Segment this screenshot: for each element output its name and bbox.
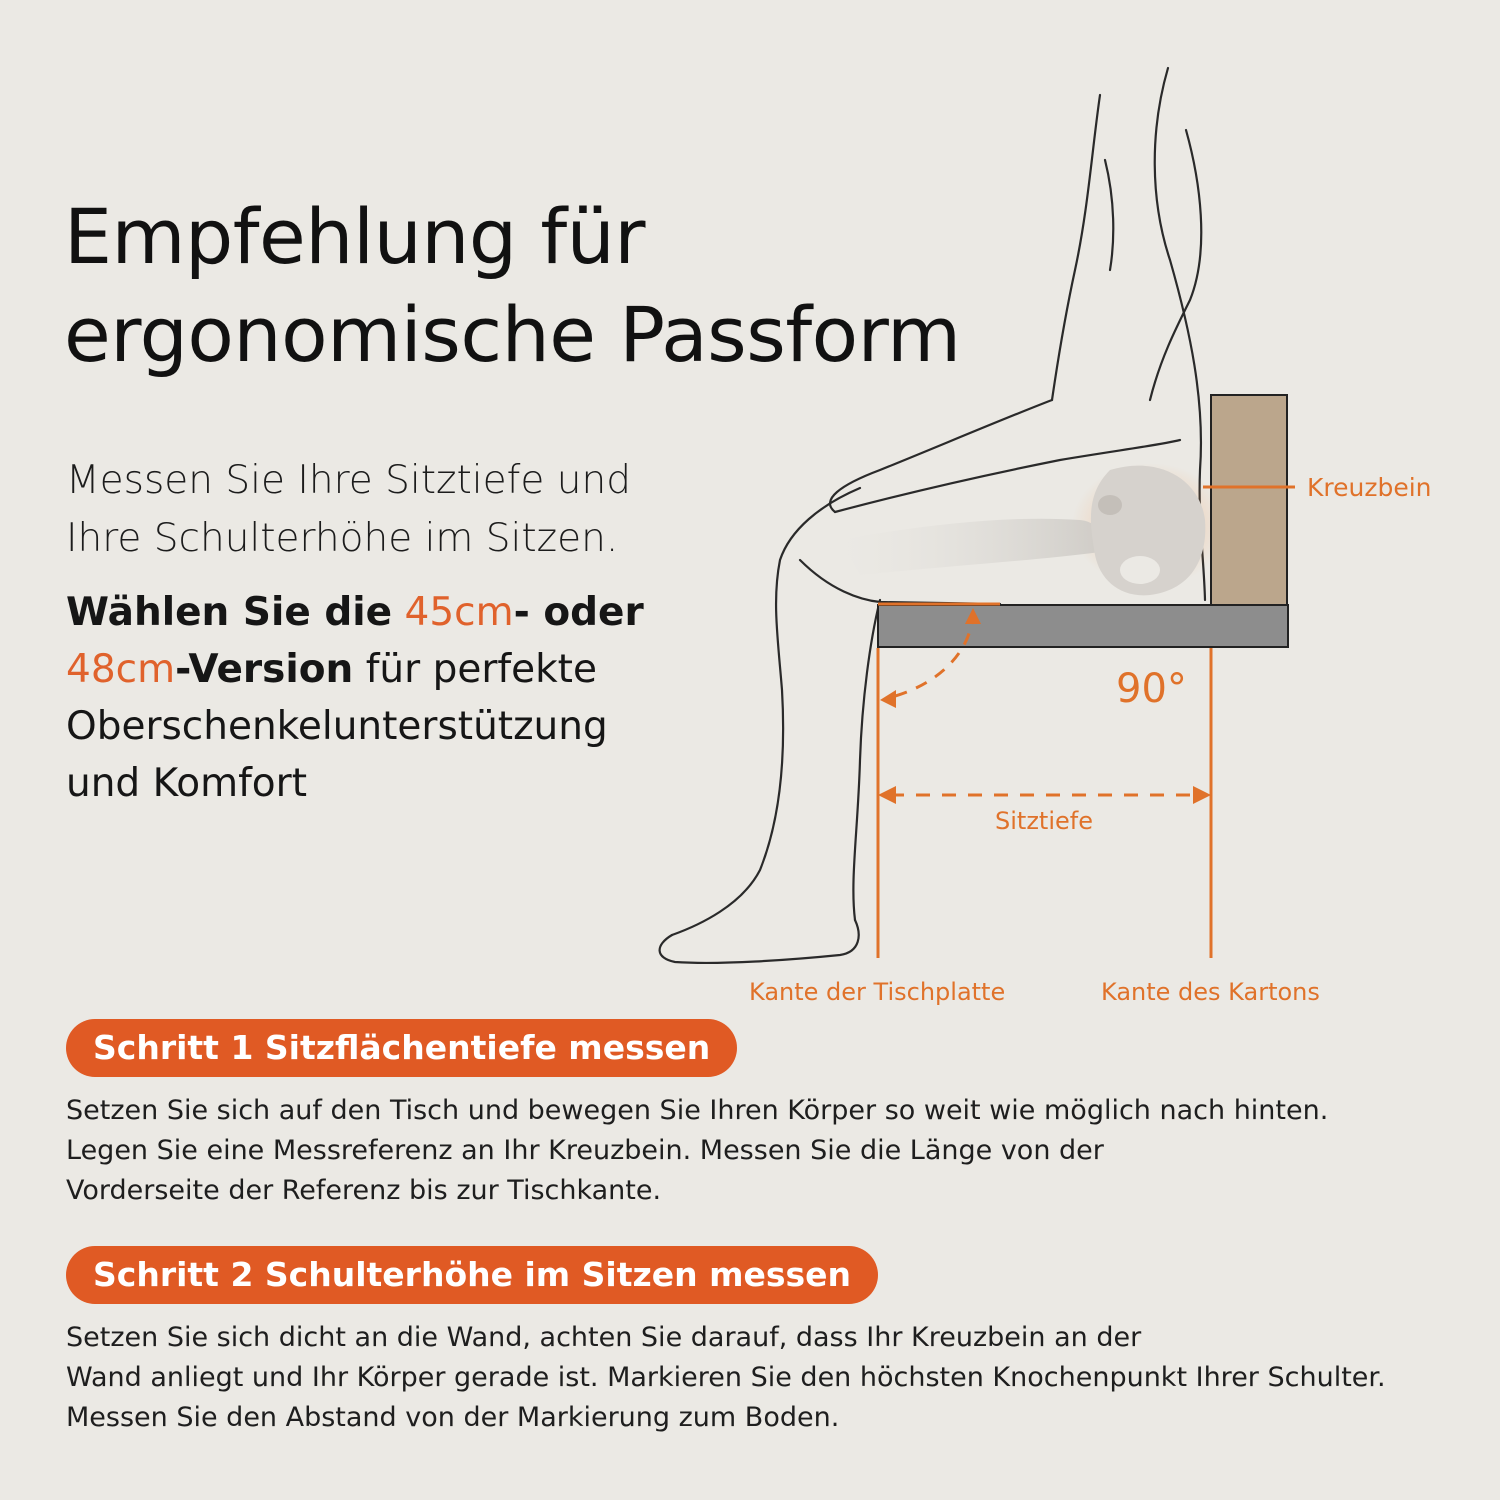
version-recommendation bbox=[66, 584, 706, 812]
step2-text bbox=[66, 1318, 1466, 1438]
choose-line-2 bbox=[66, 641, 706, 698]
page-title bbox=[64, 188, 961, 384]
intro-line-1: Messen Sie Ihre Sitztiefe und bbox=[66, 458, 631, 503]
choose-word-1: Wählen Sie die bbox=[66, 590, 393, 635]
choose-word-2: - oder bbox=[513, 590, 644, 635]
choose-word-4: für perfekte bbox=[365, 647, 597, 692]
title-line-1: Empfehlung für bbox=[64, 192, 645, 281]
title-line-2: ergonomische Passform bbox=[64, 290, 961, 379]
intro-text bbox=[66, 452, 706, 568]
step2-line-1: Setzen Sie sich dicht an die Wand, achten Sie darauf, dass Ihr Kreuzbein an der bbox=[66, 1322, 1142, 1353]
step2-line-3: Messen Sie den Abstand von der Markierung zum Boden. bbox=[66, 1402, 840, 1433]
choose-line-1 bbox=[66, 584, 706, 641]
step1-line-3: Vorderseite der Referenz bis zur Tischkante. bbox=[66, 1175, 662, 1206]
intro-line-2: Ihre Schulterhöhe im Sitzen. bbox=[66, 516, 619, 561]
choose-line-4: und Komfort bbox=[66, 761, 307, 806]
step1-line-2: Legen Sie eine Messreferenz an Ihr Kreuzbein. Messen Sie die Länge von der bbox=[66, 1135, 1104, 1166]
step1-badge: Schritt 1 Sitzflächentiefe messen bbox=[66, 1019, 737, 1077]
box-reference bbox=[1211, 395, 1287, 605]
label-table-edge: Kante der Tischplatte bbox=[749, 978, 1006, 1006]
step2-line-2: Wand anliegt und Ihr Körper gerade ist. Markieren Sie den höchsten Knochenpunkt Ihrer Schulter. bbox=[66, 1362, 1386, 1393]
label-sitztiefe: Sitztiefe bbox=[995, 807, 1093, 835]
label-angle: 90° bbox=[1116, 666, 1187, 712]
step1-line-1: Setzen Sie sich auf den Tisch und bewegen Sie Ihren Körper so weit wie möglich nach hinten. bbox=[66, 1095, 1329, 1126]
bone-sketch bbox=[840, 463, 1228, 595]
label-box-edge: Kante des Kartons bbox=[1101, 978, 1320, 1006]
label-sacrum: Kreuzbein bbox=[1307, 473, 1432, 502]
size-45cm: 45cm bbox=[404, 590, 514, 635]
choose-word-3: -Version bbox=[175, 647, 354, 692]
size-48cm: 48cm bbox=[66, 647, 176, 692]
step1-text bbox=[66, 1091, 1466, 1211]
step2-badge: Schritt 2 Schulterhöhe im Sitzen messen bbox=[66, 1246, 878, 1304]
table-top bbox=[878, 605, 1288, 647]
choose-line-3: Oberschenkelunterstützung bbox=[66, 704, 608, 749]
